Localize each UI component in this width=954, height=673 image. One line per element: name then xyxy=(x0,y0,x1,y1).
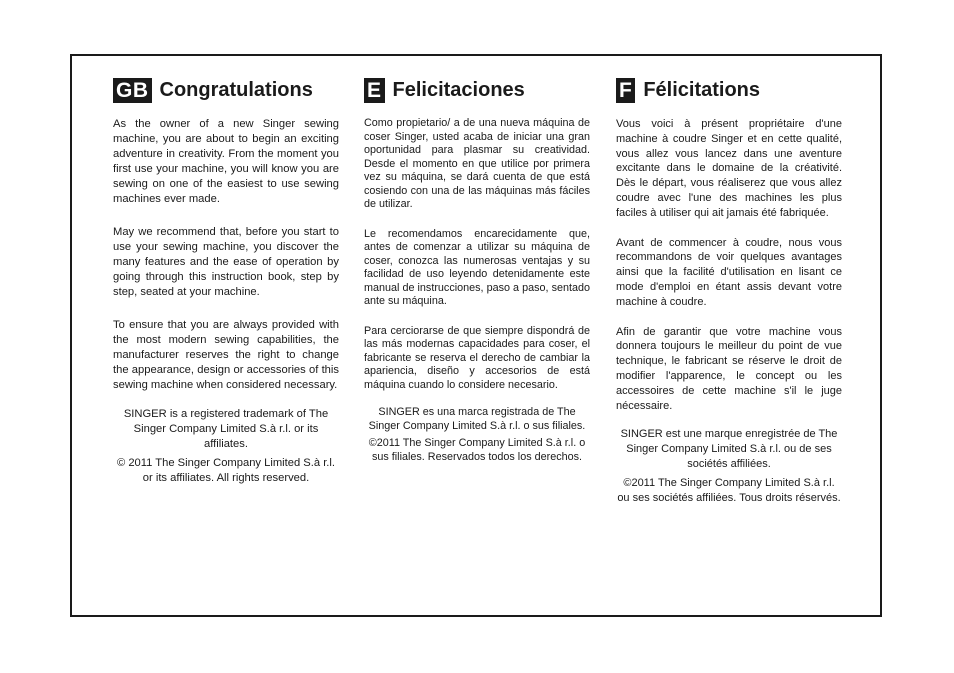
english-paragraph-3: To ensure that you are always provided with the most modern sewing capabilities, the manufacturer reserves the right to change the appearance, design or accessories of this sewing machine when considered necessary. xyxy=(113,319,339,391)
french-paragraph-3: Afin de garantir que votre machine vous donnera toujours le meilleur du point de vue technique, le fabricant se réserve le droit de modifier l'apparence, le concept ou les accessoires de cette machine s'il le juge nécessaire. xyxy=(616,325,842,412)
french-heading xyxy=(616,76,842,104)
spanish-heading xyxy=(364,76,590,104)
french-column xyxy=(616,76,842,506)
language-badge-gb: GB xyxy=(113,78,152,103)
spanish-paragraph-1: Como propietario/ a de una nueva máquina de coser Singer, usted acaba de iniciar una gran oportunidad para plasmar su creatividad. Desde el momento en que utilice por primera vez su máquina, se dará cuenta de que está cosiendo con una de las máquinas más fáciles de utilizar. xyxy=(364,117,590,210)
english-title: Congratulations xyxy=(159,79,313,101)
english-paragraph-2: May we recommend that, before you start to use your sewing machine, you discover the many features and the ease of operation by going through this instruction book, step by step, seated at your machine. xyxy=(113,226,339,298)
spanish-trademark-notice: SINGER es una marca registrada de The Singer Company Limited S.à r.l. o sus filiales. xyxy=(368,406,586,432)
spanish-title: Felicitaciones xyxy=(392,79,525,101)
language-badge-e: E xyxy=(364,78,385,103)
french-trademark-notice: SINGER est une marque enregistrée de The Singer Company Limited S.à r.l. ou de ses sociétés affiliées. xyxy=(620,428,838,471)
french-copyright-notice: ©2011 The Singer Company Limited S.à r.l. ou ses sociétés affiliées. Tous droits réservés. xyxy=(617,477,841,505)
spanish-paragraph-3: Para cerciorarse de que siempre dispondrá de las más modernas capacidades para coser, el fabricante se reserva el derecho de cambiar la apariencia, diseño y accesorios de está máquina cuando lo considere necesario. xyxy=(364,324,590,391)
english-trademark-notice: SINGER is a registered trademark of The Singer Company Limited S.à r.l. or its affiliates. xyxy=(123,408,329,450)
english-copyright-notice: © 2011 The Singer Company Limited S.à r.l. or its affiliates. All rights reserved. xyxy=(116,457,336,484)
english-paragraph-1: As the owner of a new Singer sewing machine, you are about to begin an exciting adventure in creativity. From the moment you first use your machine, you will know you are sewing on one of the easiest to use sewing machines ever made. xyxy=(113,118,339,205)
french-paragraph-2: Avant de commencer à coudre, nous vous recommandons de voir quelques avantages ainsi que la facilité d'utilisation en lisant ce mode d'emploi en étant assis devant votre machine à coudre. xyxy=(616,236,842,308)
spanish-paragraph-2: Le recomendamos encarecidamente que, antes de comenzar a utilizar su máquina de coser, conozca las numerosas ventajas y su facilidad de uso leyendo detenidamente este manual de instrucciones, paso a paso, sentado ante su máquina. xyxy=(364,227,590,307)
spanish-copyright-notice: ©2011 The Singer Company Limited S.à r.l. o sus filiales. Reservados todos los derechos. xyxy=(368,437,586,463)
language-badge-f: F xyxy=(616,78,635,103)
english-column xyxy=(113,76,339,486)
french-paragraph-1: Vous voici à présent propriétaire d'une machine à coudre Singer et en cette qualité, vous allez vous lancez dans une aventure excitante dans le domaine de la créativité. Dès le départ, vous réaliserez que vous allez coudre avec l'une des machines les plus faciles à utiliser qui ait jamais été fabriquée. xyxy=(616,118,842,219)
english-heading xyxy=(113,76,339,104)
french-title: Félicitations xyxy=(643,79,761,101)
spanish-column xyxy=(364,76,590,464)
